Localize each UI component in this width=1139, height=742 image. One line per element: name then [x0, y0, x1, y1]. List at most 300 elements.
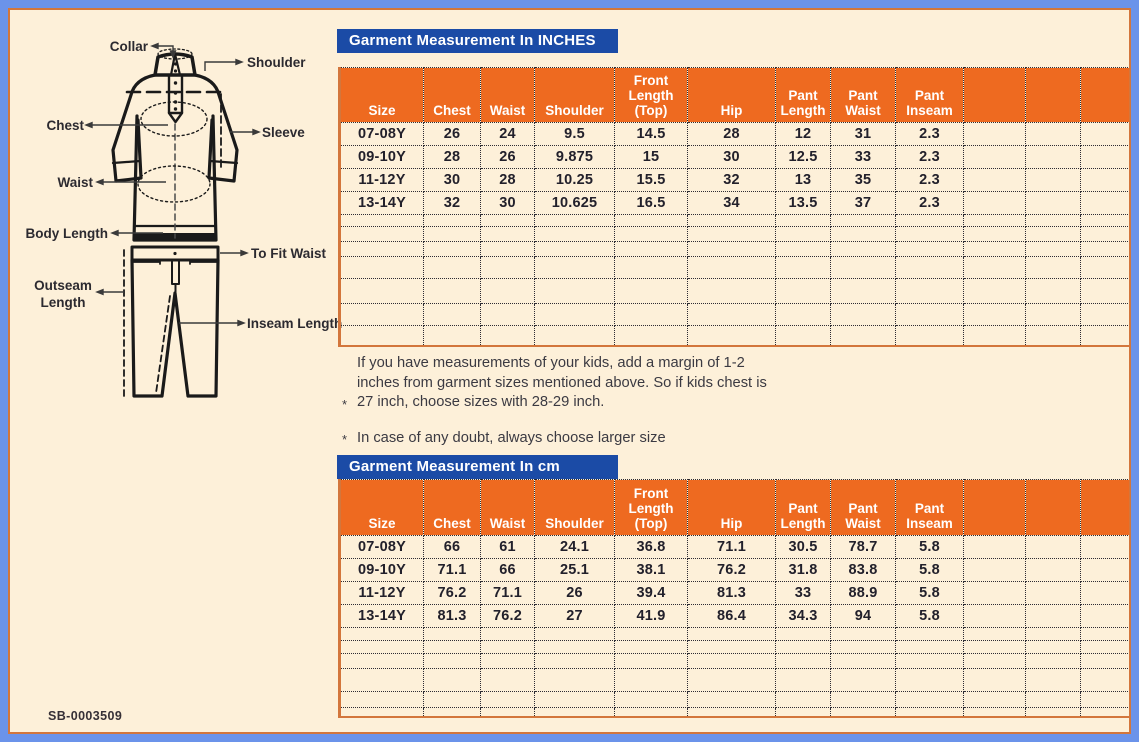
- size-cell: 28: [424, 146, 481, 169]
- empty-cell: [535, 326, 615, 346]
- empty-cell: [831, 669, 896, 692]
- size-cell: 30: [688, 146, 776, 169]
- size-cell: [964, 169, 1026, 192]
- empty-row: [340, 692, 1130, 708]
- empty-row: [340, 242, 1130, 257]
- empty-row: [340, 279, 1130, 304]
- empty-cell: [615, 628, 688, 641]
- empty-cell: [896, 628, 964, 641]
- empty-cell: [964, 641, 1026, 654]
- size-cell: [964, 605, 1026, 628]
- empty-cell: [481, 242, 535, 257]
- empty-cell: [964, 708, 1026, 717]
- size-cell: 5.8: [896, 582, 964, 605]
- size-cell: [1026, 123, 1081, 146]
- size-cell: 5.8: [896, 605, 964, 628]
- empty-cell: [481, 304, 535, 326]
- empty-cell: [688, 227, 776, 242]
- size-cell: 13-14Y: [340, 192, 424, 215]
- column-header: Pant Length: [776, 68, 831, 123]
- empty-cell: [776, 279, 831, 304]
- column-header: Waist: [481, 480, 535, 536]
- empty-cell: [831, 692, 896, 708]
- size-cell: 30.5: [776, 536, 831, 559]
- empty-cell: [481, 692, 535, 708]
- empty-cell: [776, 304, 831, 326]
- empty-cell: [615, 227, 688, 242]
- empty-cell: [535, 279, 615, 304]
- empty-cell: [481, 227, 535, 242]
- size-cell: 2.3: [896, 123, 964, 146]
- empty-cell: [424, 257, 481, 279]
- garment-measurement-diagram: [10, 10, 350, 722]
- size-cell: [1026, 169, 1081, 192]
- size-cell: 30: [481, 192, 535, 215]
- column-header: Chest: [424, 480, 481, 536]
- size-cell: [1026, 582, 1081, 605]
- empty-cell: [1081, 628, 1130, 641]
- empty-cell: [831, 242, 896, 257]
- empty-cell: [481, 654, 535, 669]
- label-collar: Collar: [109, 39, 148, 54]
- size-cell: 31: [831, 123, 896, 146]
- empty-cell: [1026, 641, 1081, 654]
- empty-cell: [1026, 279, 1081, 304]
- size-cell: 9.5: [535, 123, 615, 146]
- size-cell: 71.1: [424, 559, 481, 582]
- column-header-empty: [1081, 68, 1130, 123]
- empty-cell: [340, 227, 424, 242]
- size-cell: 34.3: [776, 605, 831, 628]
- note-doubt: [342, 429, 778, 449]
- size-cell: 24.1: [535, 536, 615, 559]
- empty-cell: [615, 692, 688, 708]
- empty-cell: [1081, 215, 1130, 227]
- column-header: Hip: [688, 68, 776, 123]
- size-cell: 71.1: [688, 536, 776, 559]
- empty-cell: [424, 279, 481, 304]
- empty-row: [340, 304, 1130, 326]
- empty-cell: [776, 257, 831, 279]
- size-cell: [1081, 123, 1130, 146]
- size-cell: 88.9: [831, 582, 896, 605]
- column-header: Pant Waist: [831, 68, 896, 123]
- empty-cell: [340, 641, 424, 654]
- size-cell: 12.5: [776, 146, 831, 169]
- empty-cell: [1081, 708, 1130, 717]
- size-cell: [1026, 536, 1081, 559]
- empty-cell: [896, 692, 964, 708]
- column-header: Size: [340, 68, 424, 123]
- empty-cell: [424, 215, 481, 227]
- empty-cell: [615, 279, 688, 304]
- empty-cell: [424, 227, 481, 242]
- empty-cell: [831, 304, 896, 326]
- empty-cell: [688, 257, 776, 279]
- size-cell: 07-08Y: [340, 123, 424, 146]
- label-to-fit-waist: To Fit Waist: [251, 246, 326, 261]
- empty-row: [340, 654, 1130, 669]
- empty-cell: [688, 628, 776, 641]
- empty-cell: [896, 215, 964, 227]
- size-cell: 81.3: [424, 605, 481, 628]
- empty-cell: [535, 242, 615, 257]
- empty-cell: [481, 279, 535, 304]
- empty-cell: [615, 242, 688, 257]
- size-cell: 71.1: [481, 582, 535, 605]
- size-cell: 24: [481, 123, 535, 146]
- empty-cell: [481, 215, 535, 227]
- fly: [172, 260, 179, 284]
- empty-cell: [340, 215, 424, 227]
- size-cell: 37: [831, 192, 896, 215]
- empty-cell: [896, 654, 964, 669]
- empty-cell: [340, 692, 424, 708]
- size-cell: 66: [424, 536, 481, 559]
- size-cell: 28: [688, 123, 776, 146]
- empty-cell: [1081, 641, 1130, 654]
- empty-cell: [615, 708, 688, 717]
- size-cell: 26: [535, 582, 615, 605]
- empty-cell: [1081, 326, 1130, 346]
- note-text: If you have measurements of your kids, add a margin of 1-2 inches from garment sizes mentioned above. So if kids chest is 27 inch, choose sizes with 28-29 inch.: [357, 355, 767, 411]
- size-cell: [1081, 582, 1130, 605]
- size-cell: [1081, 536, 1130, 559]
- empty-cell: [776, 692, 831, 708]
- empty-cell: [831, 641, 896, 654]
- empty-cell: [688, 654, 776, 669]
- empty-cell: [964, 669, 1026, 692]
- size-cell: 5.8: [896, 536, 964, 559]
- size-row: [340, 146, 1130, 169]
- empty-cell: [481, 257, 535, 279]
- empty-row: [340, 257, 1130, 279]
- empty-row: [340, 326, 1130, 346]
- size-row: [340, 123, 1130, 146]
- empty-cell: [340, 279, 424, 304]
- column-header: Shoulder: [535, 68, 615, 123]
- empty-cell: [1026, 669, 1081, 692]
- size-cell: [1081, 605, 1130, 628]
- size-cell: [1081, 559, 1130, 582]
- size-cell: 15.5: [615, 169, 688, 192]
- size-cell: 30: [424, 169, 481, 192]
- size-cell: 12: [776, 123, 831, 146]
- empty-cell: [424, 326, 481, 346]
- empty-cell: [964, 326, 1026, 346]
- empty-cell: [831, 227, 896, 242]
- empty-cell: [615, 257, 688, 279]
- size-cell: [964, 559, 1026, 582]
- notes-block: [342, 354, 778, 448]
- empty-cell: [340, 242, 424, 257]
- empty-cell: [1081, 227, 1130, 242]
- empty-cell: [1081, 242, 1130, 257]
- inches-table-title: Garment Measurement In INCHES: [337, 29, 618, 53]
- empty-cell: [424, 708, 481, 717]
- empty-cell: [896, 227, 964, 242]
- size-cell: 76.2: [481, 605, 535, 628]
- empty-cell: [776, 326, 831, 346]
- empty-cell: [964, 257, 1026, 279]
- column-header: Front Length (Top): [615, 480, 688, 536]
- empty-cell: [964, 215, 1026, 227]
- empty-row: [340, 227, 1130, 242]
- empty-cell: [535, 654, 615, 669]
- empty-cell: [535, 669, 615, 692]
- empty-cell: [424, 669, 481, 692]
- size-cell: 94: [831, 605, 896, 628]
- column-header: Shoulder: [535, 480, 615, 536]
- size-cell: [964, 536, 1026, 559]
- empty-cell: [831, 279, 896, 304]
- empty-cell: [535, 708, 615, 717]
- empty-cell: [615, 304, 688, 326]
- empty-cell: [1026, 708, 1081, 717]
- empty-cell: [964, 242, 1026, 257]
- waist-dotted-ellipse: [138, 166, 210, 202]
- empty-cell: [831, 257, 896, 279]
- size-cell: 81.3: [688, 582, 776, 605]
- empty-cell: [964, 628, 1026, 641]
- empty-cell: [340, 628, 424, 641]
- size-cell: 38.1: [615, 559, 688, 582]
- empty-row: [340, 215, 1130, 227]
- size-cell: 31.8: [776, 559, 831, 582]
- inches-size-table: [338, 67, 1130, 347]
- size-cell: 34: [688, 192, 776, 215]
- empty-cell: [896, 669, 964, 692]
- size-row: [340, 536, 1130, 559]
- size-cell: [1026, 605, 1081, 628]
- size-cell: [964, 582, 1026, 605]
- size-cell: [1026, 559, 1081, 582]
- label-chest: Chest: [46, 118, 84, 133]
- empty-cell: [831, 654, 896, 669]
- note-asterisk: *: [342, 432, 348, 448]
- empty-cell: [688, 692, 776, 708]
- empty-cell: [896, 279, 964, 304]
- size-cell: 09-10Y: [340, 559, 424, 582]
- size-cell: 78.7: [831, 536, 896, 559]
- size-cell: [964, 146, 1026, 169]
- size-cell: [1026, 146, 1081, 169]
- empty-cell: [1026, 215, 1081, 227]
- size-cell: [1026, 192, 1081, 215]
- size-cell: 13.5: [776, 192, 831, 215]
- size-cell: 27: [535, 605, 615, 628]
- empty-cell: [340, 669, 424, 692]
- empty-cell: [964, 279, 1026, 304]
- empty-cell: [896, 242, 964, 257]
- placket-point: [169, 113, 182, 122]
- size-cell: 2.3: [896, 146, 964, 169]
- size-cell: 35: [831, 169, 896, 192]
- empty-cell: [688, 669, 776, 692]
- size-cell: 76.2: [688, 559, 776, 582]
- empty-cell: [481, 326, 535, 346]
- column-header-empty: [1081, 480, 1130, 536]
- size-cell: 10.25: [535, 169, 615, 192]
- size-cell: 15: [615, 146, 688, 169]
- column-header: Hip: [688, 480, 776, 536]
- label-inseam-length: Inseam Length: [247, 316, 343, 331]
- empty-cell: [340, 326, 424, 346]
- size-cell: 32: [424, 192, 481, 215]
- size-cell: 36.8: [615, 536, 688, 559]
- empty-cell: [424, 304, 481, 326]
- empty-cell: [688, 279, 776, 304]
- size-row: [340, 192, 1130, 215]
- empty-cell: [1081, 654, 1130, 669]
- note-asterisk: *: [342, 396, 348, 412]
- sku-code: SB-0003509: [48, 709, 123, 723]
- size-cell: [964, 192, 1026, 215]
- empty-cell: [1026, 242, 1081, 257]
- empty-cell: [1081, 669, 1130, 692]
- size-row: [340, 582, 1130, 605]
- empty-cell: [615, 654, 688, 669]
- empty-cell: [535, 257, 615, 279]
- empty-cell: [1026, 304, 1081, 326]
- empty-cell: [424, 641, 481, 654]
- empty-cell: [776, 215, 831, 227]
- empty-cell: [481, 641, 535, 654]
- empty-cell: [1026, 654, 1081, 669]
- size-cell: 32: [688, 169, 776, 192]
- column-header-empty: [1026, 480, 1081, 536]
- empty-cell: [776, 669, 831, 692]
- empty-cell: [964, 692, 1026, 708]
- size-cell: 11-12Y: [340, 169, 424, 192]
- empty-cell: [776, 242, 831, 257]
- empty-cell: [481, 628, 535, 641]
- empty-cell: [688, 641, 776, 654]
- empty-cell: [340, 654, 424, 669]
- empty-cell: [896, 708, 964, 717]
- size-cell: 61: [481, 536, 535, 559]
- empty-cell: [776, 227, 831, 242]
- size-cell: 66: [481, 559, 535, 582]
- size-cell: 39.4: [615, 582, 688, 605]
- empty-cell: [831, 708, 896, 717]
- column-header: Size: [340, 480, 424, 536]
- empty-cell: [615, 326, 688, 346]
- waistband-dot: [173, 252, 176, 255]
- empty-cell: [615, 215, 688, 227]
- pant-legs: [132, 260, 218, 396]
- empty-cell: [340, 304, 424, 326]
- empty-cell: [776, 654, 831, 669]
- empty-cell: [896, 326, 964, 346]
- size-cell: 28: [481, 169, 535, 192]
- size-cell: 86.4: [688, 605, 776, 628]
- empty-cell: [1081, 304, 1130, 326]
- size-cell: 26: [424, 123, 481, 146]
- empty-cell: [424, 692, 481, 708]
- size-cell: 83.8: [831, 559, 896, 582]
- size-cell: [964, 123, 1026, 146]
- empty-cell: [896, 304, 964, 326]
- cm-size-table: [338, 479, 1130, 718]
- column-header: Front Length (Top): [615, 68, 688, 123]
- column-header: Chest: [424, 68, 481, 123]
- size-cell: 76.2: [424, 582, 481, 605]
- empty-cell: [1081, 279, 1130, 304]
- empty-cell: [535, 215, 615, 227]
- size-cell: 10.625: [535, 192, 615, 215]
- empty-row: [340, 641, 1130, 654]
- size-cell: 9.875: [535, 146, 615, 169]
- empty-cell: [688, 242, 776, 257]
- buttons: [174, 62, 177, 110]
- column-header: Pant Inseam: [896, 68, 964, 123]
- empty-cell: [831, 326, 896, 346]
- size-cell: 33: [776, 582, 831, 605]
- empty-cell: [424, 654, 481, 669]
- empty-cell: [776, 641, 831, 654]
- size-cell: 5.8: [896, 559, 964, 582]
- column-header: Waist: [481, 68, 535, 123]
- column-header-empty: [964, 68, 1026, 123]
- size-cell: 41.9: [615, 605, 688, 628]
- size-cell: 07-08Y: [340, 536, 424, 559]
- size-cell: 26: [481, 146, 535, 169]
- label-body-length: Body Length: [25, 226, 108, 241]
- size-cell: 2.3: [896, 192, 964, 215]
- label-sleeve: Sleeve: [262, 125, 305, 140]
- empty-cell: [1026, 628, 1081, 641]
- empty-cell: [535, 641, 615, 654]
- empty-cell: [1026, 257, 1081, 279]
- empty-cell: [535, 304, 615, 326]
- empty-cell: [1026, 227, 1081, 242]
- content-area: [8, 8, 1131, 734]
- empty-cell: [896, 641, 964, 654]
- empty-cell: [776, 708, 831, 717]
- empty-cell: [964, 654, 1026, 669]
- cm-table-title: Garment Measurement In cm: [337, 455, 618, 479]
- empty-cell: [535, 227, 615, 242]
- empty-cell: [340, 257, 424, 279]
- size-cell: 13-14Y: [340, 605, 424, 628]
- label-waist: Waist: [57, 175, 93, 190]
- column-header: Pant Inseam: [896, 480, 964, 536]
- empty-cell: [424, 628, 481, 641]
- empty-cell: [688, 304, 776, 326]
- empty-row: [340, 628, 1130, 641]
- size-cell: [1081, 146, 1130, 169]
- empty-cell: [964, 304, 1026, 326]
- size-row: [340, 169, 1130, 192]
- empty-cell: [831, 628, 896, 641]
- label-shoulder: Shoulder: [247, 55, 306, 70]
- note-margin: [342, 354, 778, 413]
- empty-cell: [688, 215, 776, 227]
- size-cell: 16.5: [615, 192, 688, 215]
- empty-row: [340, 708, 1130, 717]
- empty-cell: [896, 257, 964, 279]
- size-cell: 09-10Y: [340, 146, 424, 169]
- size-row: [340, 559, 1130, 582]
- column-header: Pant Waist: [831, 480, 896, 536]
- size-row: [340, 605, 1130, 628]
- empty-cell: [688, 326, 776, 346]
- note-text: In case of any doubt, always choose larger size: [357, 429, 666, 446]
- column-header: Pant Length: [776, 480, 831, 536]
- empty-cell: [615, 641, 688, 654]
- empty-cell: [535, 628, 615, 641]
